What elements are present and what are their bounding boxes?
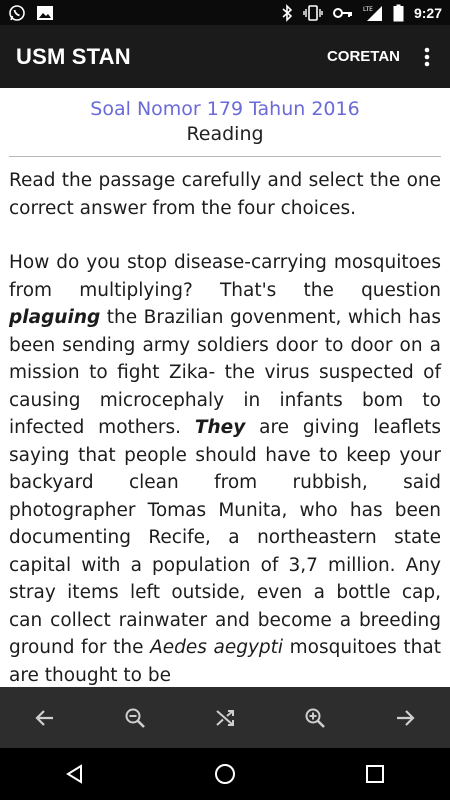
status-right-icons [281,4,442,22]
passage-text-2: the Brazilian govenment, which has been sending army soldiers door to door on a mission to fight Zika- the virus suspected of causing microcephaly in infants bom to infected mothers. [9,307,441,438]
status-bar [0,0,450,25]
system-nav-bar [0,748,450,800]
battery-icon [393,4,404,22]
key-icon [333,6,353,20]
instruction-text: Read the passage carefully and select the one correct answer from the four choices. [9,170,441,219]
question-subtitle: Reading [186,123,264,145]
bluetooth-icon [281,4,293,22]
passage-text-3: are giving leaflets saying that people should have to keep your backyard clean from rubbish, said photographer Tomas Munita, who has been documenting Recife, a northeastern state capital with a population of 3,7 million. Any stray items left outside, even a bottle cap, can collect rainwater and become a breeding ground for the [9,417,441,658]
question-title: Soal Nomor 179 Tahun 2016 [90,98,360,120]
app-title: USM STAN [16,43,131,69]
zoom-in-icon[interactable] [295,698,335,738]
arrow-forward-icon[interactable] [385,698,425,738]
passage-paragraph [9,249,441,687]
status-time: 9:27 [413,4,442,21]
question-content[interactable] [0,88,450,687]
emphasis-plaguing: plaguing [9,307,101,328]
passage-text-4: mosquitoes that are thought to be [9,637,441,686]
vibrate-icon [303,4,323,22]
nav-back-icon[interactable] [50,752,100,796]
nav-recents-icon[interactable] [350,752,400,796]
emphasis-they: They [194,417,246,438]
more-vert-icon[interactable] [412,37,442,77]
image-icon [36,5,54,21]
bottom-toolbar [0,687,450,748]
shuffle-icon[interactable] [205,698,245,738]
lte-signal-icon [363,4,383,22]
app-bar [0,25,450,88]
lte-label: LTE [362,5,373,13]
nav-home-icon[interactable] [200,752,250,796]
coretan-button[interactable]: CORETAN [326,48,400,65]
zoom-out-icon[interactable] [115,698,155,738]
reading-passage [0,157,450,687]
arrow-back-icon[interactable] [25,698,65,738]
status-left-icons [8,4,54,22]
passage-text-1: How do you stop disease-carrying mosquitoes from multiplying? That's the question [9,252,441,301]
emphasis-aedes: Aedes aegypti [150,637,284,658]
whatsapp-icon [8,4,26,22]
